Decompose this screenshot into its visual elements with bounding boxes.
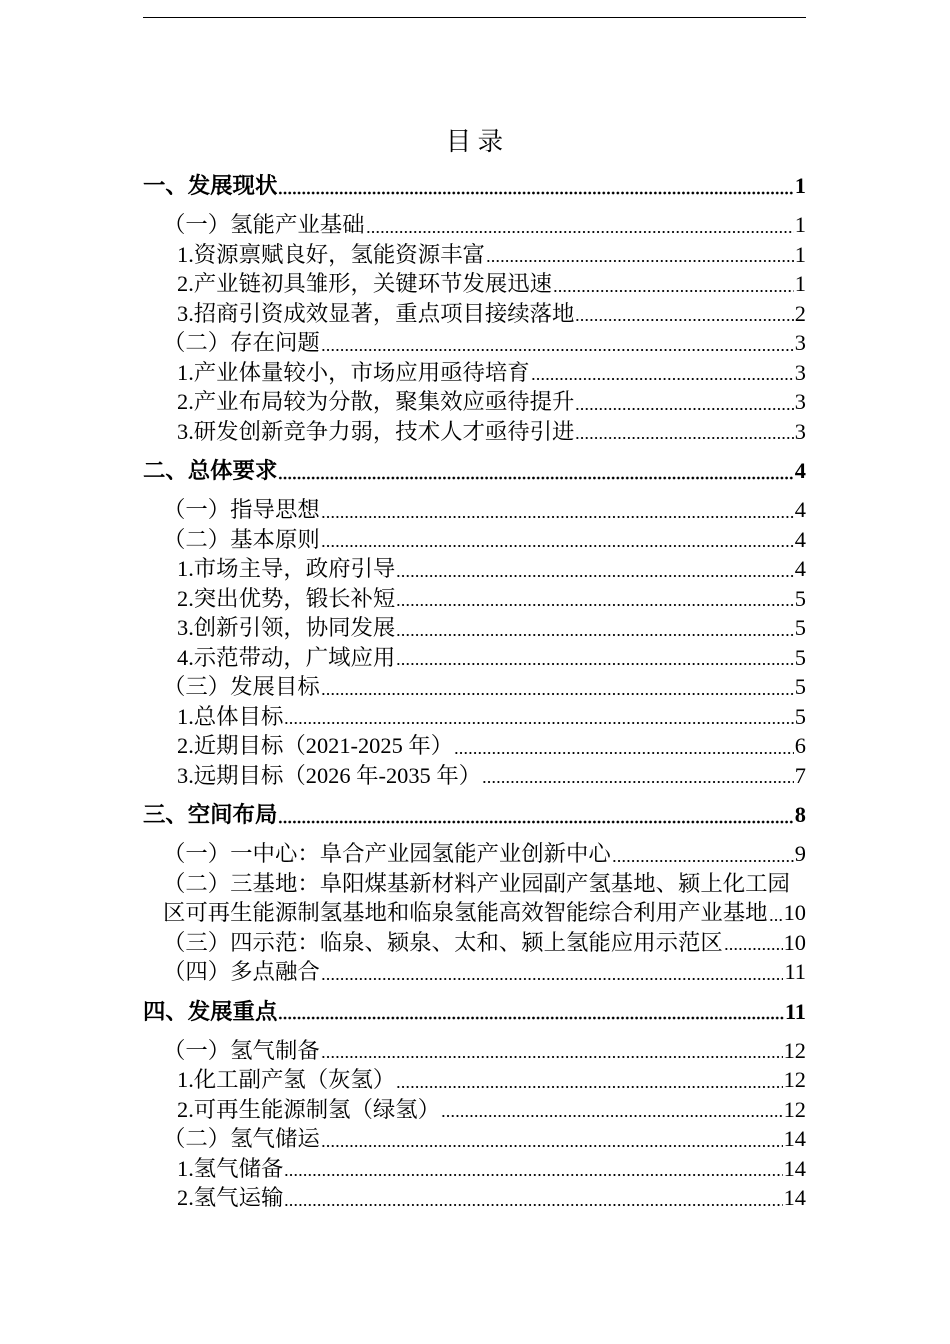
toc-page-number: 5 — [794, 644, 806, 670]
toc-page-number: 5 — [794, 703, 806, 729]
toc-page-number: 4 — [794, 497, 806, 522]
toc-page-number: 5 — [794, 585, 806, 611]
toc-item-title: 2.可再生能源制氢（绿氢） — [177, 1096, 441, 1122]
toc-chapter-title: 四、发展重点 — [143, 998, 278, 1024]
toc-leader-dots — [396, 584, 793, 614]
toc-page-number: 9 — [794, 841, 806, 866]
toc-item-1-1-1[interactable] — [143, 240, 806, 270]
toc-section-title: （二）氢气储运 — [163, 1126, 320, 1151]
toc-page-number: 12 — [783, 1067, 806, 1092]
toc-section-title: （二）三基地：阜阳煤基新材料产业园副产氢基地、颍上化工园 — [163, 870, 790, 896]
toc-page-number: 3 — [794, 418, 806, 444]
toc-leader-dots — [278, 171, 793, 201]
toc-leader-dots — [769, 898, 783, 928]
toc-item-title: 1.化工副产氢（灰氢） — [177, 1067, 396, 1092]
toc-item-2-2-3[interactable] — [143, 613, 806, 643]
toc-section-2-2[interactable] — [143, 525, 806, 555]
toc-leader-dots — [278, 997, 784, 1027]
toc-leader-dots — [321, 1036, 783, 1066]
toc-chapter-title: 二、总体要求 — [143, 458, 278, 483]
toc-leader-dots — [321, 495, 794, 525]
toc-item-title: 4.示范带动，广域应用 — [177, 644, 396, 670]
toc-leader-dots — [575, 299, 793, 329]
toc-chapter-title: 三、空间布局 — [143, 802, 278, 827]
toc-item-title: 2.产业布局较为分散，聚集效应亟待提升 — [177, 389, 575, 414]
toc-leader-dots — [284, 1154, 782, 1184]
toc-section-title: （一）指导思想 — [163, 497, 320, 522]
toc-item-2-3-3[interactable] — [143, 761, 806, 791]
toc-item-4-2-2[interactable] — [143, 1183, 806, 1213]
toc-section-title: （二）存在问题 — [163, 330, 320, 355]
toc-section-3-4[interactable] — [143, 957, 806, 987]
toc-item-2-3-1[interactable] — [143, 702, 806, 732]
toc-page-number: 3 — [794, 359, 806, 385]
toc-section-1-1[interactable] — [143, 210, 806, 240]
toc-item-2-2-4[interactable] — [143, 643, 806, 673]
toc-page-number: 12 — [783, 1096, 806, 1122]
toc-page-number: 4 — [794, 556, 806, 581]
toc-section-title-continued: 区可再生能源制氢基地和临泉氢能高效智能综合利用产业基地 — [163, 900, 768, 925]
toc-item-title: 1.氢气储备 — [177, 1155, 284, 1181]
toc-leader-dots — [321, 672, 794, 702]
toc-item-2-2-1[interactable] — [143, 554, 806, 584]
toc-section-title: （四）多点融合 — [163, 959, 320, 984]
toc-leader-dots — [284, 702, 793, 732]
toc-leader-dots — [454, 731, 794, 761]
toc-item-title: 3.招商引资成效显著，重点项目接续落地 — [177, 300, 575, 326]
toc-item-title: 1.市场主导，政府引导 — [177, 556, 396, 581]
toc-leader-dots — [553, 269, 794, 299]
toc-chapter-1[interactable] — [143, 171, 806, 201]
toc-section-4-2[interactable] — [143, 1124, 806, 1154]
toc-chapter-2[interactable] — [143, 456, 806, 486]
toc-page-number: 14 — [783, 1126, 806, 1151]
toc-chapter-3[interactable] — [143, 800, 806, 830]
toc-leader-dots — [278, 456, 793, 486]
toc-leader-dots — [321, 957, 784, 987]
toc-leader-dots — [575, 387, 793, 417]
toc-item-title: 2.氢气运输 — [177, 1185, 284, 1210]
toc-section-3-2[interactable] — [143, 869, 806, 928]
toc-leader-dots — [278, 800, 793, 830]
toc-section-title: （三）四示范：临泉、颍泉、太和、颍上氢能应用示范区 — [163, 929, 723, 955]
toc-leader-dots — [396, 554, 793, 584]
toc-item-1-1-2[interactable] — [143, 269, 806, 299]
toc-item-4-1-1[interactable] — [143, 1065, 806, 1095]
toc-page-number: 12 — [783, 1037, 806, 1063]
toc-page-number: 5 — [794, 674, 806, 699]
toc-page-number: 4 — [794, 458, 806, 483]
toc-section-line-1 — [143, 869, 806, 899]
toc-section-line-2 — [143, 898, 806, 928]
toc-item-title: 2.突出优势，锻长补短 — [177, 585, 396, 611]
toc-page-number: 3 — [794, 389, 806, 414]
toc-item-title: 3.研发创新竞争力弱，技术人才亟待引进 — [177, 418, 575, 444]
toc-section-title: （一）氢气制备 — [163, 1037, 320, 1063]
toc-page-number: 1 — [794, 212, 806, 237]
toc-page-number: 6 — [794, 733, 806, 758]
toc-page-number: 11 — [784, 998, 806, 1024]
toc-section-2-3[interactable] — [143, 672, 806, 702]
toc-leader-dots — [366, 210, 794, 240]
toc-item-title: 3.创新引领，协同发展 — [177, 615, 396, 640]
toc-chapter-4[interactable] — [143, 997, 806, 1027]
toc-leader-dots — [396, 1065, 782, 1095]
toc-heading: 目 录 — [445, 127, 504, 156]
toc-item-2-3-2[interactable] — [143, 731, 806, 761]
toc-section-4-1[interactable] — [143, 1036, 806, 1066]
toc-section-title: （一）氢能产业基础 — [163, 212, 365, 237]
toc-leader-dots — [486, 240, 794, 270]
toc-item-title: 1.资源禀赋良好，氢能资源丰富 — [177, 241, 485, 267]
toc-item-1-2-3[interactable] — [143, 417, 806, 447]
toc-page-number: 3 — [794, 330, 806, 355]
toc-page-number: 14 — [783, 1185, 806, 1210]
toc-item-2-2-2[interactable] — [143, 584, 806, 614]
toc-page-number: 1 — [794, 173, 806, 198]
toc-page-number: 7 — [794, 762, 806, 788]
toc-leader-dots — [531, 358, 794, 388]
toc-leader-dots — [284, 1183, 782, 1213]
toc-item-title: 2.近期目标（2021-2025 年） — [177, 733, 454, 758]
toc-item-1-2-1[interactable] — [143, 358, 806, 388]
toc-item-title: 2.产业链初具雏形，关键环节发展迅速 — [177, 271, 553, 296]
toc-page-number: 11 — [784, 959, 806, 984]
toc-item-1-2-2[interactable] — [143, 387, 806, 417]
toc-item-title: 3.远期目标（2026 年-2035 年） — [177, 762, 482, 788]
toc-page-number: 10 — [783, 929, 806, 955]
toc-item-4-2-1[interactable] — [143, 1154, 806, 1184]
toc-leader-dots — [396, 613, 793, 643]
toc-leader-dots — [321, 328, 794, 358]
toc-section-3-3[interactable] — [143, 928, 806, 958]
toc-page-number: 10 — [783, 900, 806, 925]
toc-page-number: 1 — [794, 241, 806, 267]
toc-page-number: 2 — [794, 300, 806, 326]
toc-leader-dots — [321, 1124, 783, 1154]
toc-section-title: （一）一中心：阜合产业园氢能产业创新中心 — [163, 841, 611, 866]
toc-section-1-2[interactable] — [143, 328, 806, 358]
toc-leader-dots — [724, 928, 783, 958]
toc-leader-dots — [321, 525, 794, 555]
toc-leader-dots — [396, 643, 793, 673]
toc-page-number: 8 — [794, 802, 806, 827]
toc-page-number: 14 — [783, 1155, 806, 1181]
toc-item-4-1-2[interactable] — [143, 1095, 806, 1125]
toc-leader-dots — [482, 761, 794, 791]
toc-page-number: 4 — [794, 526, 806, 552]
toc-leader-dots — [441, 1095, 783, 1125]
toc-item-title: 1.总体目标 — [177, 703, 284, 729]
toc-section-3-1[interactable] — [143, 839, 806, 869]
toc-section-title: （三）发展目标 — [163, 674, 320, 699]
header-rule — [143, 17, 806, 18]
toc-section-title: （二）基本原则 — [163, 526, 320, 552]
toc-item-1-1-3[interactable] — [143, 299, 806, 329]
toc-section-2-1[interactable] — [143, 495, 806, 525]
toc-page-number: 5 — [794, 615, 806, 640]
toc-leader-dots — [612, 839, 794, 869]
toc-leader-dots — [575, 417, 793, 447]
toc-page-number: 1 — [794, 271, 806, 296]
toc-chapter-title: 一、发展现状 — [143, 173, 278, 198]
table-of-contents — [143, 161, 806, 1213]
toc-item-title: 1.产业体量较小，市场应用亟待培育 — [177, 359, 530, 385]
